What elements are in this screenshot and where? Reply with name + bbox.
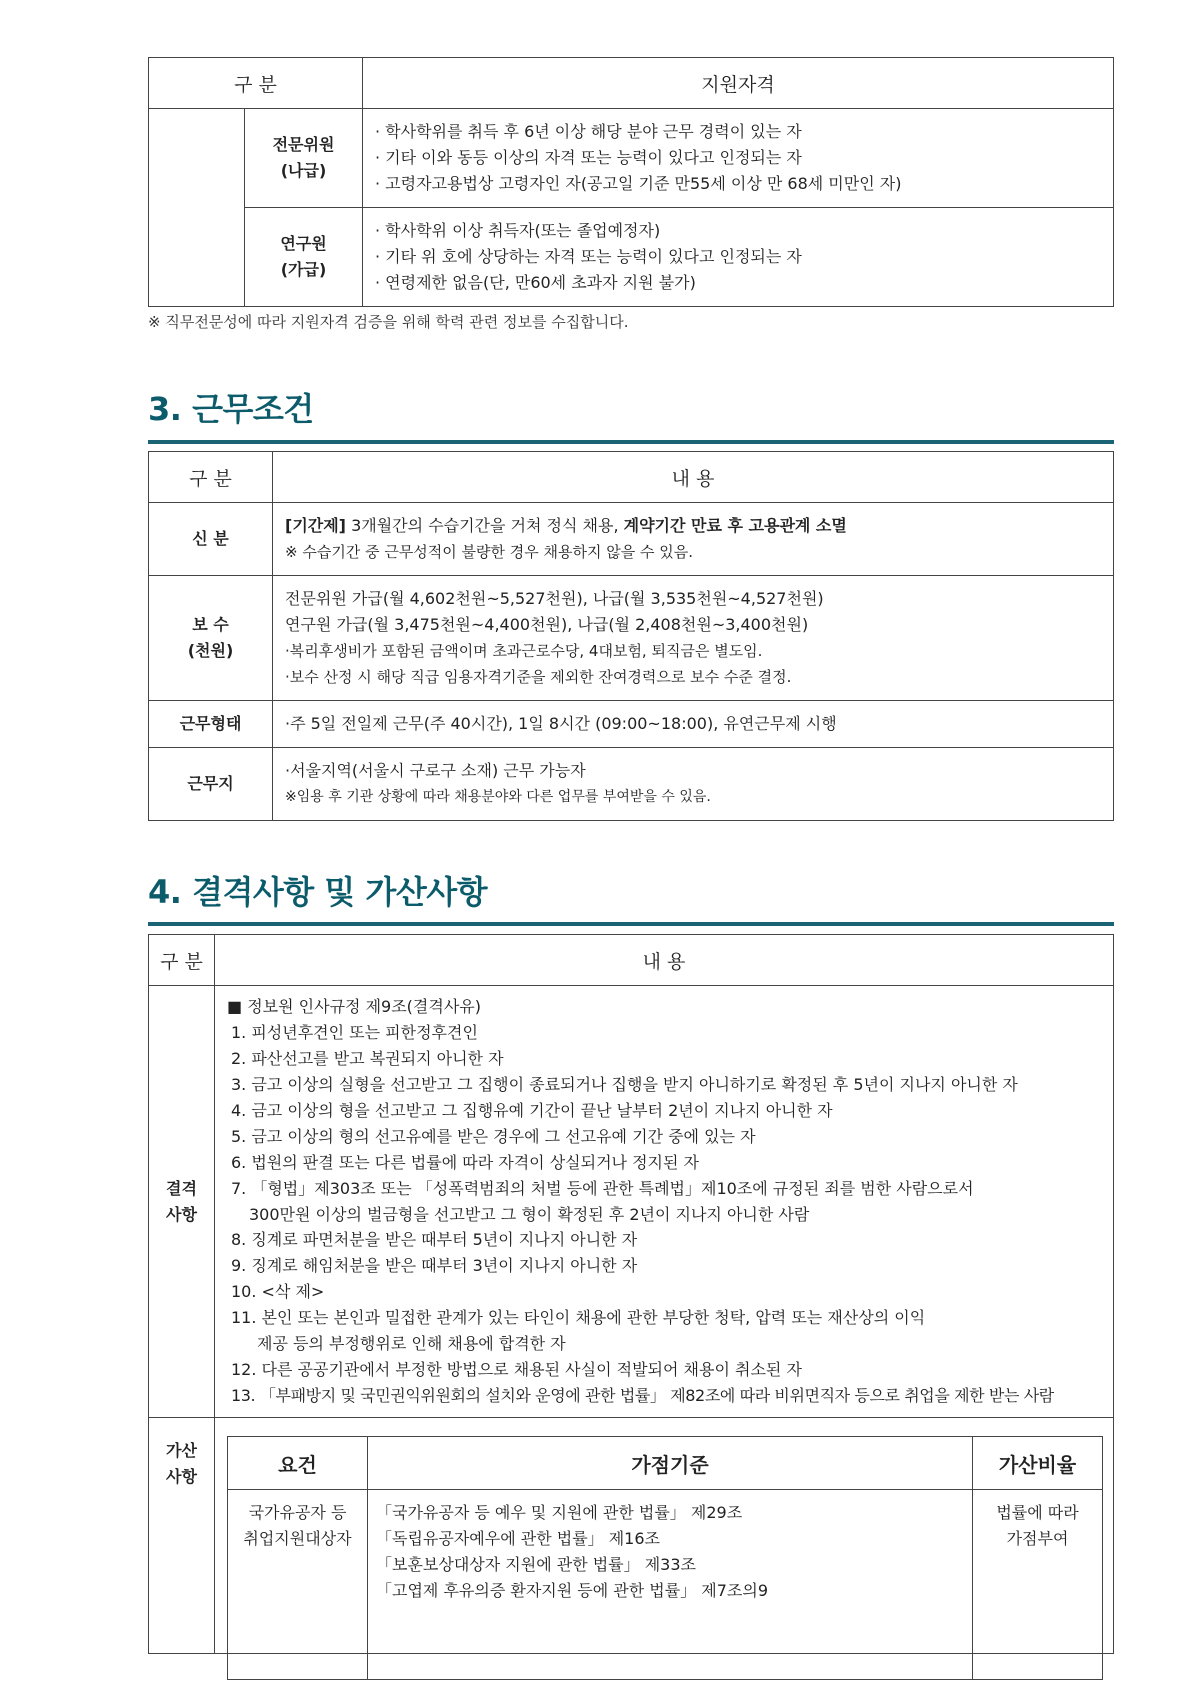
disq-header-category: 구 분 — [149, 935, 215, 986]
bonus-requirement: 국가유공자 등 취업지원대상자 — [228, 1490, 368, 1680]
qualification-table — [148, 57, 1114, 307]
list-item: · 기타 위 호에 상당하는 자격 또는 능력이 있다고 인정되는 자 — [375, 247, 802, 266]
qual-header-category: 구 분 — [149, 58, 363, 109]
qual-blank-cell — [149, 109, 245, 307]
section4-title: 4. 결격사항 및 가산사항 — [148, 873, 488, 911]
qual-header-qualification: 지원자격 — [363, 58, 1114, 109]
list-item: 3. 금고 이상의 실형을 선고받고 그 집행이 종료되거나 집행을 받지 아니하기로 확정된 후 5년이 지나지 아니한 자 — [231, 1074, 1018, 1094]
list-item: 9. 징계로 해임처분을 받은 때부터 3년이 지나지 아니한 자 — [231, 1256, 638, 1276]
bonus-criteria: 「국가유공자 등 예우 및 지원에 관한 법률」 제29조 「독립유공자예우에 관한 법률」 제16조 「보훈보상대상자 지원에 관한 법률」 제33조 「고엽제 후유의증 환자지원 등에 관한 법률」 제7조의9 — [368, 1490, 973, 1680]
list-item: 11. 본인 또는 본인과 밀접한 관계가 있는 타인이 채용에 관한 부당한 청탁, 압력 또는 재산상의 이익 — [231, 1308, 926, 1328]
disq-content — [215, 986, 1114, 1418]
disq-heading: ■ 정보원 인사규정 제9조(결격사유) — [227, 997, 481, 1017]
bonus-header-ratio: 가산비율 — [973, 1437, 1103, 1490]
list-item: · 학사학위를 취득 후 6년 이상 해당 분야 근무 경력이 있는 자 — [375, 122, 802, 141]
list-item: 7. 「형법」제303조 또는 「성폭력범죄의 처벌 등에 관한 특례법」제10조에 규정된 죄를 범한 사람으로서 — [231, 1178, 974, 1198]
list-item: 2. 파산선고를 받고 복권되지 아니한 자 — [231, 1049, 504, 1069]
bonus-table — [227, 1436, 1103, 1680]
bonus-label: 가산 사항 — [149, 1418, 215, 1654]
qual-researcher-items — [363, 208, 1114, 307]
list-item: 1. 피성년후견인 또는 피한정후견인 — [231, 1023, 478, 1043]
list-item: 8. 징계로 파면처분을 받은 때부터 5년이 지나지 아니한 자 — [231, 1230, 638, 1250]
location-content: ·서울지역(서울시 구로구 소재) 근무 가능자 ※임용 후 기관 상황에 따라 채용분야와 다른 업무를 부여받을 수 있음. — [273, 748, 1114, 821]
list-item: 6. 법원의 판결 또는 다른 법률에 따라 자격이 상실되거나 정지된 자 — [231, 1152, 699, 1172]
list-item: 13. 「부패방지 및 국민권익위원회의 설치와 운영에 관한 법률」 제82조에 따라 비위면직자 등으로 취업을 제한 받는 사람 — [231, 1385, 1054, 1405]
list-item: 4. 금고 이상의 형을 선고받고 그 집행유예 기간이 끝난 날부터 2년이 지나지 아니한 자 — [231, 1100, 833, 1120]
list-item: · 연령제한 없음(단, 만60세 초과자 지원 불가) — [375, 273, 696, 292]
list-item: · 기타 이와 동등 이상의 자격 또는 능력이 있다고 인정되는 자 — [375, 148, 802, 167]
qual-senior-items — [363, 109, 1114, 208]
pay-label: 보 수 (천원) — [149, 576, 273, 701]
list-item-continuation: 제공 등의 부정행위로 인해 채용에 합격한 자 — [257, 1334, 566, 1354]
list-item-continuation: 300만원 이상의 벌금형을 선고받고 그 형이 확정된 후 2년이 지나지 아니한 사람 — [249, 1204, 810, 1224]
work-conditions-table — [148, 451, 1114, 821]
status-label: 신 분 — [149, 503, 273, 576]
pay-content: 전문위원 가급(월 4,602천원~5,527천원), 나급(월 3,535천원~4,527천원) 연구원 가급(월 3,475천원~4,400천원), 나급(월 2,408천원~3,400천원) ·복리후생비가 포함된 금액이며 초과근로수당, 4대보험, 퇴직금은 별도임. ·보수 산정 시 해당 직급 임용자격기준을 제외한 잔여경력으로 보수 수준 결정. — [273, 576, 1114, 701]
list-item: 10. <삭 제> — [231, 1282, 325, 1302]
bonus-ratio: 법률에 따라 가점부여 — [973, 1490, 1103, 1680]
list-item: 5. 금고 이상의 형의 선고유예를 받은 경우에 그 선고유예 기간 중에 있는 자 — [231, 1126, 756, 1146]
work-type-content: ·주 5일 전일제 근무(주 40시간), 1일 8시간 (09:00~18:00), 유연근무제 시행 — [273, 701, 1114, 748]
work-type-label: 근무형태 — [149, 701, 273, 748]
location-label: 근무지 — [149, 748, 273, 821]
list-item: · 학사학위 이상 취득자(또는 졸업예정자) — [375, 221, 661, 240]
work-header-content: 내 용 — [273, 452, 1114, 503]
disq-label: 결격 사항 — [149, 986, 215, 1418]
grade-senior: 전문위원 (나급) — [245, 109, 363, 208]
work-header-category: 구 분 — [149, 452, 273, 503]
bonus-header-requirement: 요건 — [228, 1437, 368, 1490]
list-item: · 고령자고용법상 고령자인 자(공고일 기준 만55세 이상 만 68세 미만인 자) — [375, 174, 902, 193]
section3-rule — [148, 440, 1114, 444]
grade-researcher: 연구원 (가급) — [245, 208, 363, 307]
disq-header-content: 내 용 — [215, 935, 1114, 986]
section3-title: 3. 근무조건 — [148, 390, 314, 428]
list-item: 12. 다른 공공기관에서 부정한 방법으로 채용된 사실이 적발되어 채용이 취소된 자 — [231, 1359, 802, 1379]
bonus-header-criteria: 가점기준 — [368, 1437, 973, 1490]
section4-rule — [148, 922, 1114, 926]
qual-footnote: ※ 직무전문성에 따라 지원자격 검증을 위해 학력 관련 정보를 수집합니다. — [148, 313, 629, 331]
status-content: [기간제] 3개월간의 수습기간을 거쳐 정식 채용, 계약기간 만료 후 고용관계 소멸 ※ 수습기간 중 근무성적이 불량한 경우 채용하지 않을 수 있음. — [273, 503, 1114, 576]
